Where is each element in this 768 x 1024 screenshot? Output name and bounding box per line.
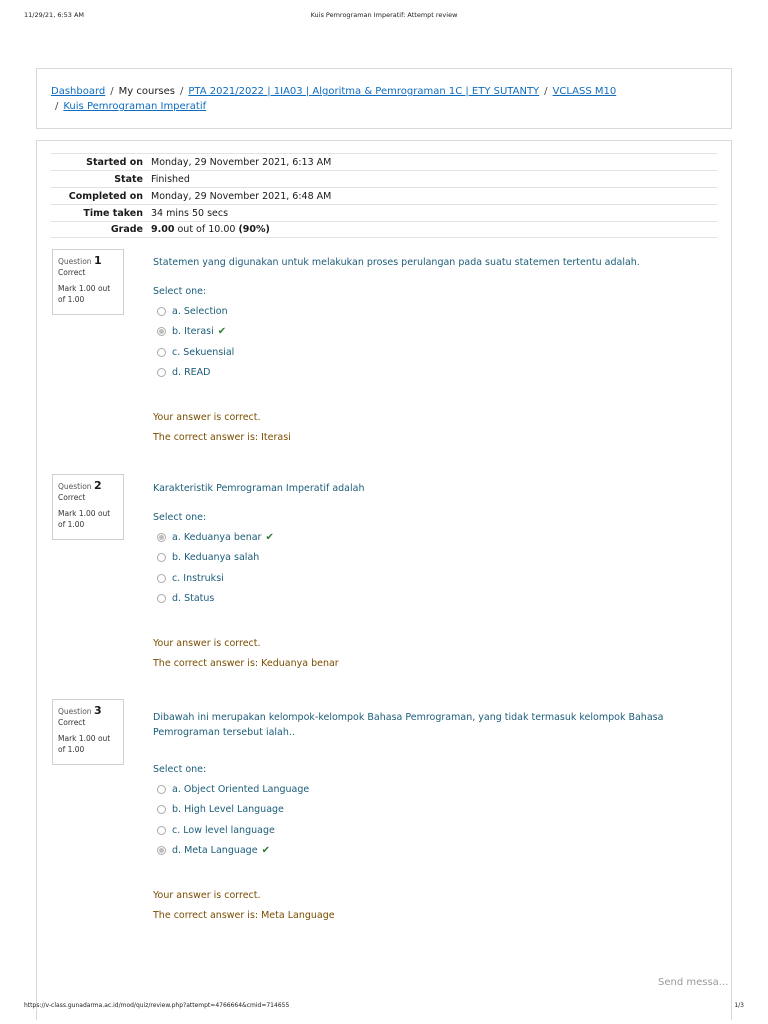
breadcrumb-dashboard-link[interactable]: Dashboard xyxy=(51,86,106,97)
answer-option[interactable] xyxy=(153,342,713,363)
question-feedback xyxy=(153,886,713,926)
quiz-review-panel xyxy=(36,140,732,1020)
question-number: 3 xyxy=(93,704,102,717)
question-info-box xyxy=(52,249,124,315)
question-number: 1 xyxy=(93,254,102,267)
answer-option[interactable] xyxy=(153,589,713,610)
answer-option[interactable] xyxy=(153,363,713,384)
question-mark: Mark 1.00 out of 1.00 xyxy=(58,284,111,304)
correct-answer: The correct answer is: Keduanya benar xyxy=(153,658,339,669)
breadcrumb xyxy=(36,68,732,129)
answer-option[interactable] xyxy=(153,568,713,589)
option-label: a. Object Oriented Language xyxy=(172,783,310,795)
breadcrumb-separator: / xyxy=(180,86,184,97)
question-number: 2 xyxy=(93,479,102,492)
summary-label: Time taken xyxy=(83,207,143,219)
option-label: b. Iterasi xyxy=(172,326,214,338)
feedback-correct: Your answer is correct. xyxy=(153,890,261,901)
answer-option[interactable] xyxy=(153,841,713,862)
select-one-label: Select one: xyxy=(153,764,207,775)
summary-row-completed xyxy=(51,187,717,204)
radio-button[interactable] xyxy=(157,368,166,377)
radio-button-checked[interactable] xyxy=(157,533,166,542)
breadcrumb-separator: / xyxy=(544,86,548,97)
correct-answer: The correct answer is: Meta Language xyxy=(153,910,335,921)
summary-value: 34 mins 50 secs xyxy=(151,207,229,219)
question-text: Statemen yang digunakan untuk melakukan proses perulangan pada suatu statemen tertentu adalah. xyxy=(153,257,640,268)
breadcrumb-quiz-link[interactable]: Kuis Pemrograman Imperatif xyxy=(63,101,207,112)
option-label: d. READ xyxy=(172,367,211,379)
breadcrumb-separator: / xyxy=(110,86,114,97)
answer-option[interactable] xyxy=(153,301,713,322)
question-word: Question xyxy=(58,707,92,716)
question-info-box xyxy=(52,474,124,540)
question-word: Question xyxy=(58,257,92,266)
breadcrumb-course-link[interactable]: PTA 2021/2022 | 1IA03 | Algoritma & Pemrograman 1C | ETY SUTANTY xyxy=(188,86,540,97)
option-label: d. Meta Language xyxy=(172,845,258,857)
answer-options xyxy=(153,779,713,861)
radio-button-checked[interactable] xyxy=(157,846,166,855)
summary-value: Finished xyxy=(151,173,190,185)
question-mark: Mark 1.00 out of 1.00 xyxy=(58,734,111,754)
grade-out-of: out of 10.00 xyxy=(177,224,236,235)
answer-option[interactable] xyxy=(153,820,713,841)
breadcrumb-vclass-link[interactable]: VCLASS M10 xyxy=(552,86,617,97)
question-info-box xyxy=(52,699,124,765)
print-url: https://v-class.gunadarma.ac.id/mod/quiz/review.php?attempt=4766664&cmid=714655 xyxy=(24,1002,290,1009)
option-label: c. Low level language xyxy=(172,824,275,836)
question-text: Karakteristik Pemrograman Imperatif adalah xyxy=(153,483,365,494)
grade-score: 9.00 xyxy=(151,224,175,235)
radio-button[interactable] xyxy=(157,805,166,814)
summary-label: Grade xyxy=(110,224,143,235)
option-label: b. High Level Language xyxy=(172,804,284,816)
question-status: Correct xyxy=(58,493,86,502)
answer-option[interactable] xyxy=(153,548,713,569)
summary-row-started xyxy=(51,153,717,170)
summary-row-time-taken xyxy=(51,204,717,221)
option-label: b. Keduanya salah xyxy=(172,552,260,564)
radio-button[interactable] xyxy=(157,574,166,583)
question-status: Correct xyxy=(58,718,86,727)
summary-label: State xyxy=(114,173,143,185)
option-label: c. Sekuensial xyxy=(172,346,235,358)
check-icon: ✔ xyxy=(265,531,274,543)
feedback-correct: Your answer is correct. xyxy=(153,638,261,649)
correct-answer: The correct answer is: Iterasi xyxy=(153,432,291,443)
print-date: 11/29/21, 6:53 AM xyxy=(24,11,85,19)
summary-label: Started on xyxy=(86,156,143,168)
answer-option[interactable] xyxy=(153,779,713,800)
answer-option[interactable] xyxy=(153,322,713,343)
answer-options xyxy=(153,527,713,609)
question-status: Correct xyxy=(58,268,86,277)
question-text: Dibawah ini merupakan kelompok-kelompok Bahasa Pemrograman, yang tidak termasuk kelompok Bahasa Pemrograman tersebut ialah.. xyxy=(153,712,664,738)
breadcrumb-separator: / xyxy=(55,101,59,112)
summary-row-grade xyxy=(51,221,717,238)
radio-button[interactable] xyxy=(157,307,166,316)
breadcrumb-my-courses: My courses xyxy=(118,86,176,97)
grade-percent: (90%) xyxy=(238,224,270,235)
question-feedback xyxy=(153,634,713,674)
radio-button[interactable] xyxy=(157,594,166,603)
print-title: Kuis Pemrograman Imperatif: Attempt review xyxy=(310,11,458,19)
attempt-summary-table xyxy=(51,153,717,238)
option-label: c. Instruksi xyxy=(172,572,224,584)
check-icon: ✔ xyxy=(217,326,227,338)
feedback-correct: Your answer is correct. xyxy=(153,412,261,423)
print-header xyxy=(0,11,768,23)
answer-options xyxy=(153,301,713,383)
question-word: Question xyxy=(58,482,92,491)
option-label: d. Status xyxy=(172,593,215,605)
question-mark: Mark 1.00 out of 1.00 xyxy=(58,509,111,529)
radio-button[interactable] xyxy=(157,826,166,835)
question-feedback xyxy=(153,408,713,448)
question-content xyxy=(153,255,713,448)
print-page-number: 1/3 xyxy=(734,1002,744,1009)
select-one-label: Select one: xyxy=(153,286,207,297)
summary-value: Monday, 29 November 2021, 6:13 AM xyxy=(151,156,332,168)
summary-value xyxy=(151,224,270,235)
radio-button[interactable] xyxy=(157,553,166,562)
select-one-label: Select one: xyxy=(153,512,207,523)
option-label: a. Keduanya benar xyxy=(172,531,262,543)
summary-row-state xyxy=(51,170,717,187)
answer-option[interactable] xyxy=(153,800,713,821)
radio-button[interactable] xyxy=(157,348,166,357)
send-message-button[interactable]: Send messa... xyxy=(658,977,729,988)
option-label: a. Selection xyxy=(172,305,228,317)
radio-button[interactable] xyxy=(157,785,166,794)
question-content xyxy=(153,481,713,674)
question-content xyxy=(153,710,713,926)
summary-value: Monday, 29 November 2021, 6:48 AM xyxy=(151,190,332,202)
answer-option[interactable] xyxy=(153,527,713,548)
summary-label: Completed on xyxy=(68,190,143,202)
check-icon: ✔ xyxy=(261,845,270,857)
radio-button-checked[interactable] xyxy=(157,327,166,336)
